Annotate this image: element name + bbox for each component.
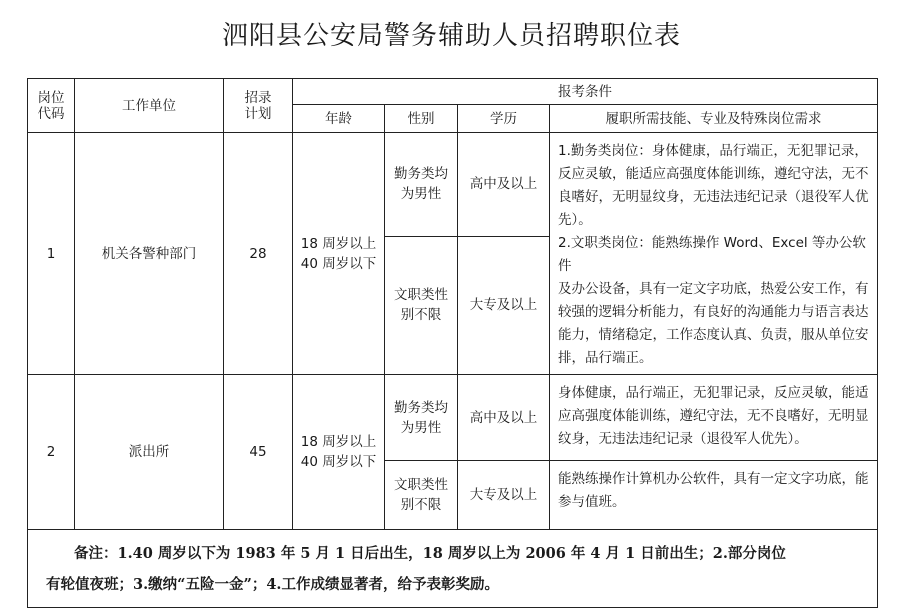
row-1-education-a: 高中及以上 (458, 133, 550, 237)
row-2-age: 18 周岁以上 40 周岁以下 (293, 375, 385, 530)
table-row (28, 133, 878, 237)
header-age: 年龄 (293, 105, 385, 133)
recruitment-table (27, 78, 878, 608)
row-2-gender-a: 勤务类均 为男性 (385, 375, 458, 461)
header-plan: 招录 计划 (224, 79, 293, 133)
row-2-unit: 派出所 (75, 375, 224, 530)
row-2-gender-b: 文职类性 别不限 (385, 461, 458, 530)
table-row (28, 375, 878, 461)
row-2-education-a: 高中及以上 (458, 375, 550, 461)
row-1-requirements: 1.勤务类岗位：身体健康，品行端正，无犯罪记录， 反应灵敏，能适应高强度体能训练，遵纪守法，无不 良嗜好，无明显纹身，无违法违纪记录（退役军人优 先）。 2.文职类岗位：能熟练操作 Word、Excel 等办公软件 及办公设备，具有一定文字功底，热爱公安工作，有 较强的逻辑分析能力，有良好的沟通能力与语言表达 能力，情绪稳定，工作态度认真、负责，服从单位安 排，品行端正。 (550, 133, 878, 375)
remarks: 备注：1.40 周岁以下为 1983 年 5 月 1 日后出生，18 周岁以上为 2006 年 4 月 1 日前出生；2.部分岗位 有轮值夜班；3.缴纳“五险一金”；4.工作成绩显著者，给予表彰奖励。 (28, 530, 878, 608)
row-2-plan: 45 (224, 375, 293, 530)
row-2-requirements-a: 身体健康，品行端正，无犯罪记录，反应灵敏，能适 应高强度体能训练，遵纪守法，无不良嗜好，无明显 纹身，无违法违纪记录（退役军人优先）。 (550, 375, 878, 461)
row-2-code: 2 (28, 375, 75, 530)
page-title: 泗阳县公安局警务辅助人员招聘职位表 (221, 21, 681, 51)
row-1-gender-a: 勤务类均 为男性 (385, 133, 458, 237)
row-1-unit: 机关各警种部门 (75, 133, 224, 375)
header-requirements: 履职所需技能、专业及特殊岗位需求 (550, 105, 878, 133)
header-gender: 性别 (385, 105, 458, 133)
header-education: 学历 (458, 105, 550, 133)
header-unit: 工作单位 (75, 79, 224, 133)
row-2-requirements-b: 能熟练操作计算机办公软件，具有一定文字功底，能 参与值班。 (550, 461, 878, 530)
row-1-age: 18 周岁以上 40 周岁以下 (293, 133, 385, 375)
row-1-education-b: 大专及以上 (458, 236, 550, 374)
note-row (28, 530, 878, 608)
row-1-gender-b: 文职类性 别不限 (385, 236, 458, 374)
header-code: 岗位 代码 (28, 79, 75, 133)
row-2-education-b: 大专及以上 (458, 461, 550, 530)
header-row-1 (28, 79, 878, 105)
row-1-code: 1 (28, 133, 75, 375)
row-1-plan: 28 (224, 133, 293, 375)
header-conditions: 报考条件 (293, 79, 878, 105)
